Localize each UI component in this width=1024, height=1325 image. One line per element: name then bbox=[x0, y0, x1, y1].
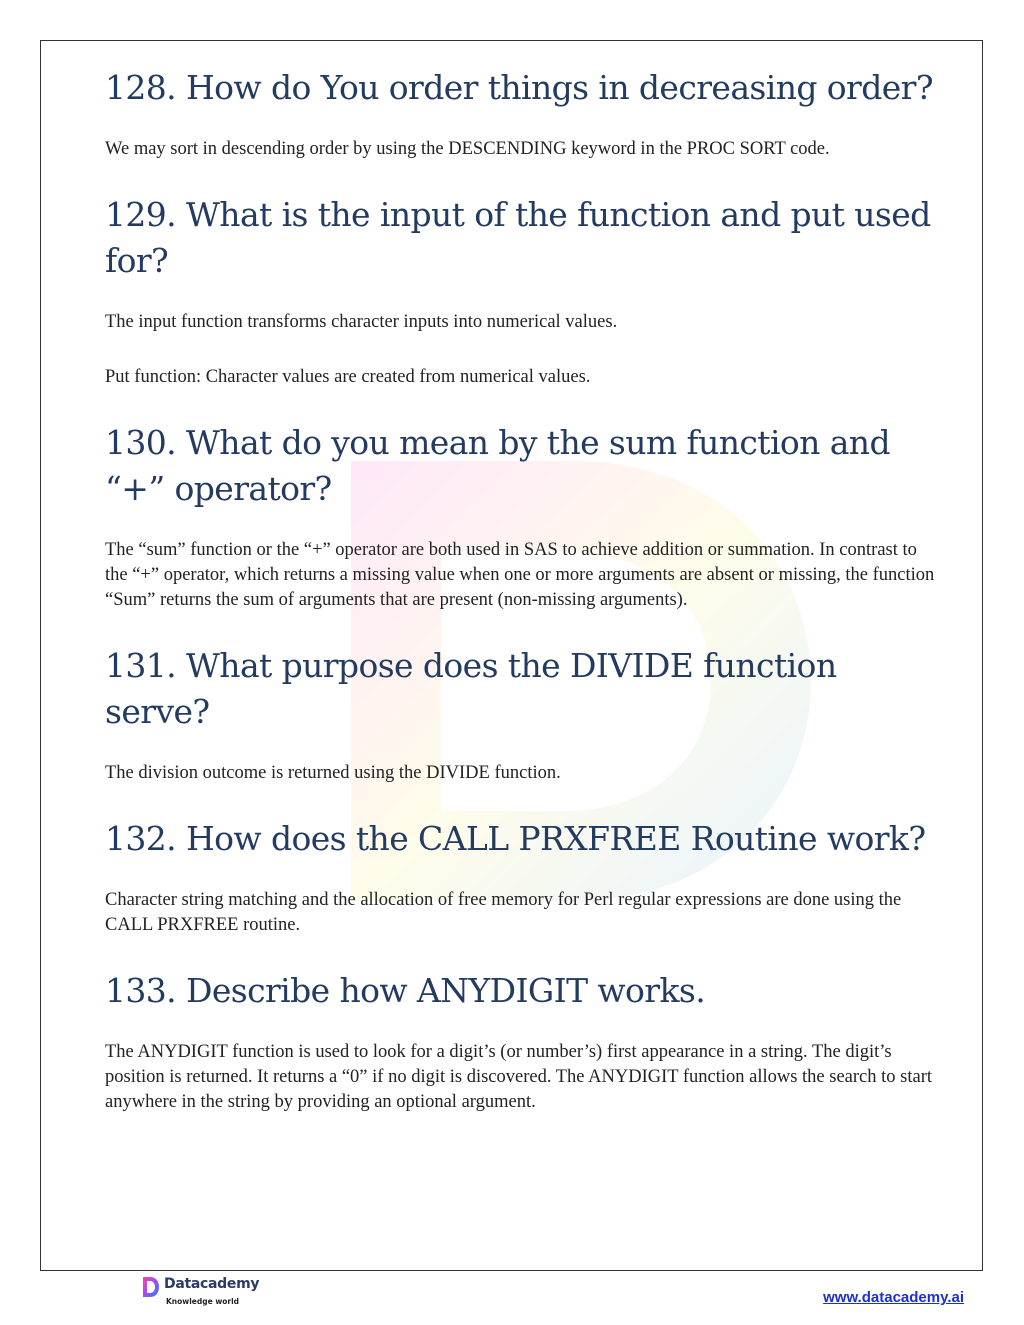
page-frame bbox=[40, 40, 983, 1271]
qa-item-128 bbox=[105, 65, 935, 162]
answer-text: The input function transforms character inputs into numerical values. bbox=[105, 312, 618, 332]
question-heading: 131. What purpose does the DIVIDE function serve? bbox=[105, 646, 837, 731]
qa-item-133 bbox=[105, 968, 935, 1115]
website-link[interactable]: www.datacademy.ai bbox=[823, 1289, 964, 1306]
logo-name: Datacademy bbox=[164, 1276, 260, 1292]
datacademy-d-logo-icon bbox=[142, 1276, 160, 1298]
footer-logo bbox=[142, 1276, 262, 1310]
qa-content bbox=[105, 65, 935, 1145]
answer-text: Put function: Character values are created from numerical values. bbox=[105, 367, 591, 387]
answer-text: The “sum” function or the “+” operator are both used in SAS to achieve addition or summation. In contrast to the “+” operator, which returns a missing value when one or more arguments are absent or missing, the function “Sum” returns the sum of arguments that are present (non-missing arguments). bbox=[105, 540, 935, 610]
question-heading: 128. How do You order things in decreasing order? bbox=[105, 68, 933, 107]
logo-tagline: Knowledge world bbox=[166, 1297, 240, 1306]
qa-item-130 bbox=[105, 420, 935, 613]
question-heading: 133. Describe how ANYDIGIT works. bbox=[105, 971, 706, 1010]
qa-item-131 bbox=[105, 643, 935, 786]
answer-text: The ANYDIGIT function is used to look for a digit’s (or number’s) first appearance in a string. The digit’s position is returned. It returns a “0” if no digit is discovered. The ANYDIGIT function allows the search to start anywhere in the string by providing an optional argument. bbox=[105, 1042, 932, 1112]
answer-text: We may sort in descending order by using the DESCENDING keyword in the PROC SORT code. bbox=[105, 139, 830, 159]
question-heading: 130. What do you mean by the sum function and “+” operator? bbox=[105, 423, 890, 508]
question-heading: 132. How does the CALL PRXFREE Routine work? bbox=[105, 819, 926, 858]
answer-text: Character string matching and the allocation of free memory for Perl regular expressions are done using the CALL PRXFREE routine. bbox=[105, 890, 902, 935]
qa-item-132 bbox=[105, 816, 935, 938]
qa-item-129 bbox=[105, 192, 935, 390]
question-heading: 129. What is the input of the function and put used for? bbox=[105, 195, 931, 280]
answer-text: The division outcome is returned using the DIVIDE function. bbox=[105, 763, 561, 783]
